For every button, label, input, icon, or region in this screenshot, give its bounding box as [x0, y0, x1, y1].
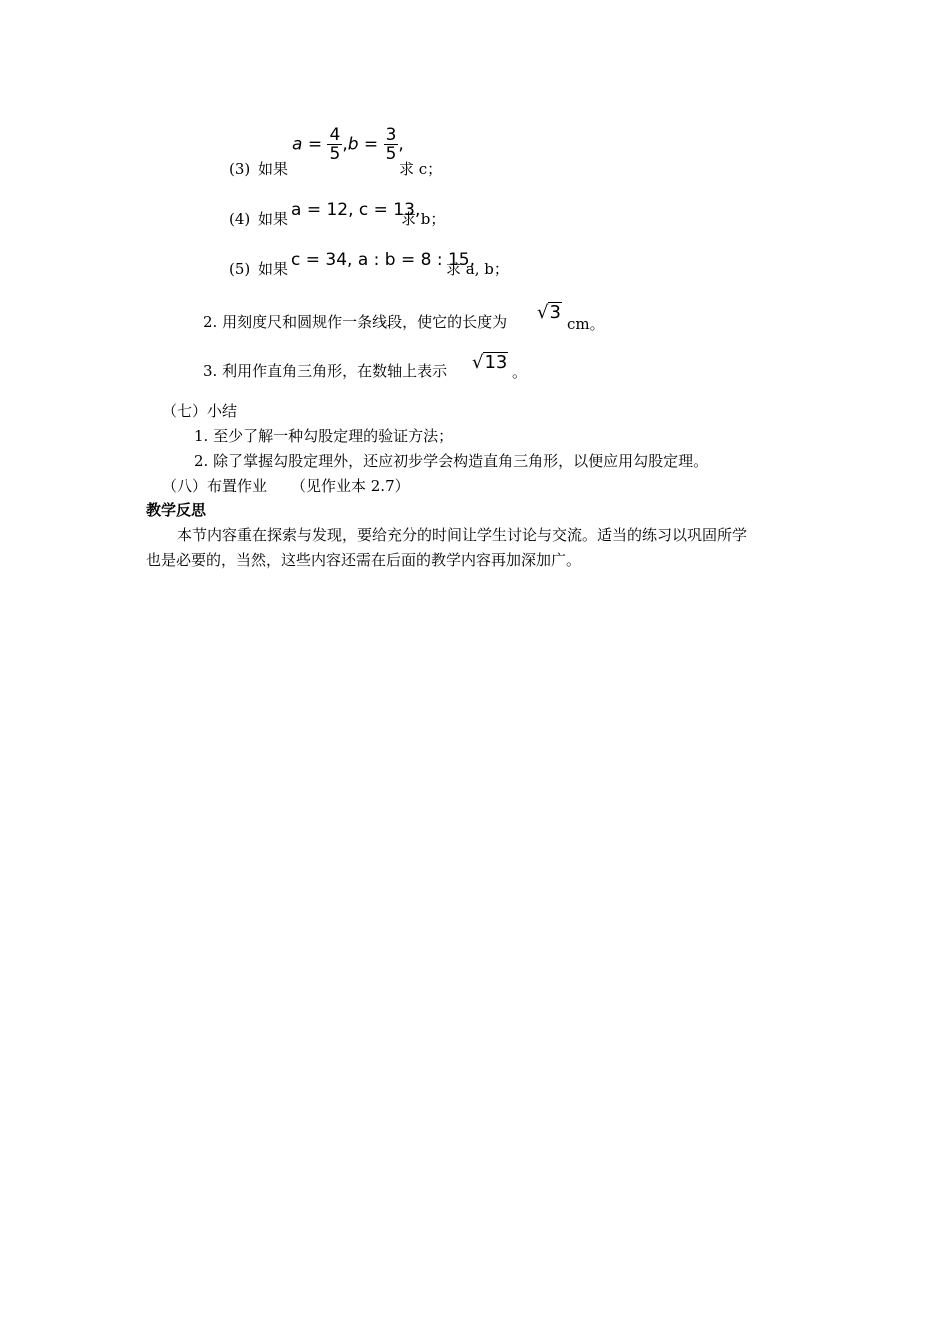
reflection-line-1: 本节内容重在探索与发现，要给充分的时间让学生讨论与交流。适当的练习以巩固所学 [177, 526, 748, 544]
sqrt-3: √3 [537, 302, 561, 323]
summary-item-1: 1. 至少了解一种勾股定理的验证方法； [194, 427, 454, 445]
exercise-3-if: 如果 [258, 160, 289, 178]
exercise-4-if: 如果 [258, 210, 289, 228]
radical-sign-icon: √ [537, 302, 549, 323]
task-2-tail: cm。 [567, 315, 605, 333]
fraction-b: $\frac{3}{5}$ [385, 125, 397, 164]
exercise-4-formula: a = 12, c = 13, [291, 200, 421, 220]
exercise-5-number: (5) [229, 260, 251, 278]
exercise-4-number: (4) [229, 210, 251, 228]
exercise-3-ask: 求 c； [399, 160, 443, 178]
exercise-5-ask: 求 a, b； [446, 260, 509, 278]
fraction-a: $\frac{4}{5}$ [329, 125, 341, 164]
task-3-text: 3. 利用作直角三角形，在数轴上表示 [203, 362, 448, 380]
reflection-line-2: 也是必要的，当然，这些内容还需在后面的教学内容再加深加广。 [146, 551, 582, 569]
task-2-text: 2. 用刻度尺和圆规作一条线段，使它的长度为 [203, 313, 508, 331]
exercise-3-number: (3) [229, 160, 251, 178]
reflection-heading: 教学反思 [146, 501, 207, 519]
radical-sign-icon: √ [472, 352, 484, 373]
homework-note: （见作业本 2.7） [291, 477, 410, 495]
sqrt-13: √13 [472, 352, 508, 373]
exercise-4-ask: 求 b； [401, 210, 446, 228]
exercise-3-formula: a = $\frac{4}{5}$ ,b = $\frac{3}{5}$ , [292, 125, 404, 164]
exercise-5-if: 如果 [258, 260, 289, 278]
summary-item-2: 2. 除了掌握勾股定理外，还应初步学会构造直角三角形，以便应用勾股定理。 [194, 452, 709, 470]
summary-heading: （七）小结 [162, 402, 238, 420]
homework-heading: （八）布置作业 [162, 477, 268, 495]
task-3-tail: 。 [512, 363, 528, 381]
exercise-5-formula: c = 34, a : b = 8 : 15, [291, 250, 476, 270]
